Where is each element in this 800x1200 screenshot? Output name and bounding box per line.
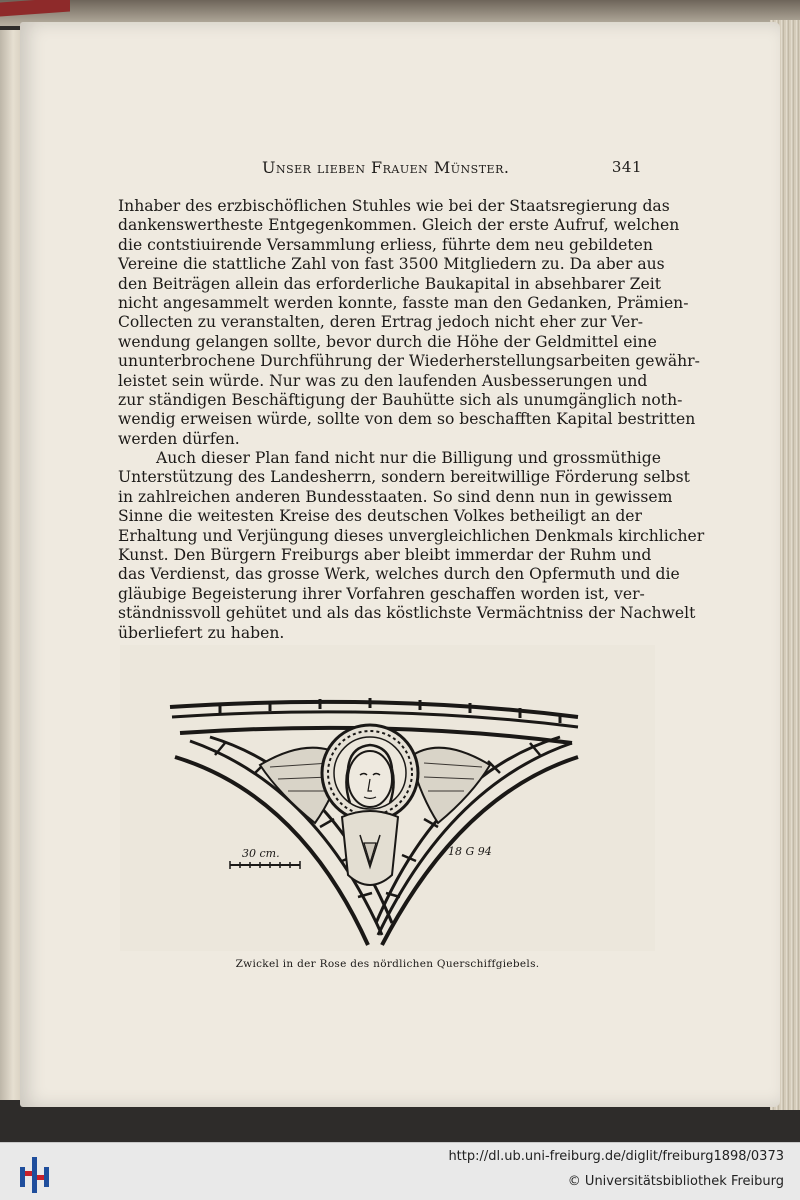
text-line: werden dürfen. [118,429,240,448]
text-line: Inhaber des erzbischöflichen Stuhles wie bei der Staatsregierung das [118,197,670,215]
copyright-text: © Universitätsbibliothek Freiburg [567,1174,784,1189]
text-line: nicht angesammelt werden konnte, fasste man den Gedanken, Prämien- [118,293,689,312]
text-line: das Verdienst, das grosse Werk, welches durch den Opfermuth und die [118,565,680,584]
viewer-footer [0,1142,800,1200]
text-line: wendung gelangen sollte, bevor durch die Höhe der Geldmittel eine [118,332,657,351]
text-line: den Beiträgen allein das erforderliche Baukapital in absehbarer Zeit [118,274,661,293]
scale-label: 30 cm. [242,847,280,860]
text-line: Erhaltung und Verjüngung dieses unvergleichlichen Denkmals kirchlicher [118,526,705,545]
running-title: Unser lieben Frauen Münster. [262,158,510,177]
text-line: Kunst. Den Bürgern Freiburgs aber bleibt immerdar der Ruhm und [118,546,652,565]
text-line: dankenswertheste Entgegenkommen. Gleich der erste Aufruf, welchen [118,216,680,235]
text-line: in zahlreichen anderen Bundesstaaten. So sind denn nun in gewissem [118,487,673,506]
text-line: Vereine die stattliche Zahl von fast 3500 Mitgliedern zu. Da aber aus [118,255,665,274]
text-line: ständnissvoll gehütet und als das köstlichste Vermächtniss der Nachwelt [118,604,696,623]
text-line: die contstiuirende Versammlung erliess, führte dem neu gebildeten [118,235,653,254]
text-line: Sinne die weitesten Kreise des deutschen Volkes betheiligt an der [118,507,642,526]
text-line: wendig erweisen würde, sollte von dem so beschafften Kapital bestritten [118,410,696,429]
text-line: Unterstützung des Landesherrn, sondern bereitwillige Förderung selbst [118,468,690,487]
body-text [118,197,705,643]
figure-caption: Zwickel in der Rose des nördlichen Querschiffgiebels. [235,958,540,970]
spandrel-drawing [120,645,655,951]
left-page-edge [0,30,22,1100]
text-line: leistet sein würde. Nur was zu den laufenden Ausbesserungen und [118,371,648,390]
text-line: gläubige Begeisterung ihrer Vorfahren geschaffen worden ist, ver- [118,584,645,603]
text-line: ununterbrochene Durchführung der Wiederherstellungsarbeiten gewähr- [118,352,700,371]
permalink-link[interactable]: http://dl.ub.uni-freiburg.de/diglit/freiburg1898/0373 [448,1149,784,1164]
running-head [262,158,642,182]
text-line: Collecten zu veranstalten, deren Ertrag jedoch nicht eher zur Ver- [118,313,644,332]
text-line: Auch dieser Plan fand nicht nur die Billigung und grossmüthige [156,449,661,468]
page-number: 341 [611,158,642,176]
scale-bar [230,861,300,869]
library-logo-icon [14,1149,54,1195]
artist-signature: 18 G 94 [448,845,492,858]
figure-spandrel [120,645,655,951]
text-line: zur ständigen Beschäftigung der Bauhütte sich als unumgänglich noth- [118,390,683,409]
text-line: überliefert zu haben. [118,623,285,642]
